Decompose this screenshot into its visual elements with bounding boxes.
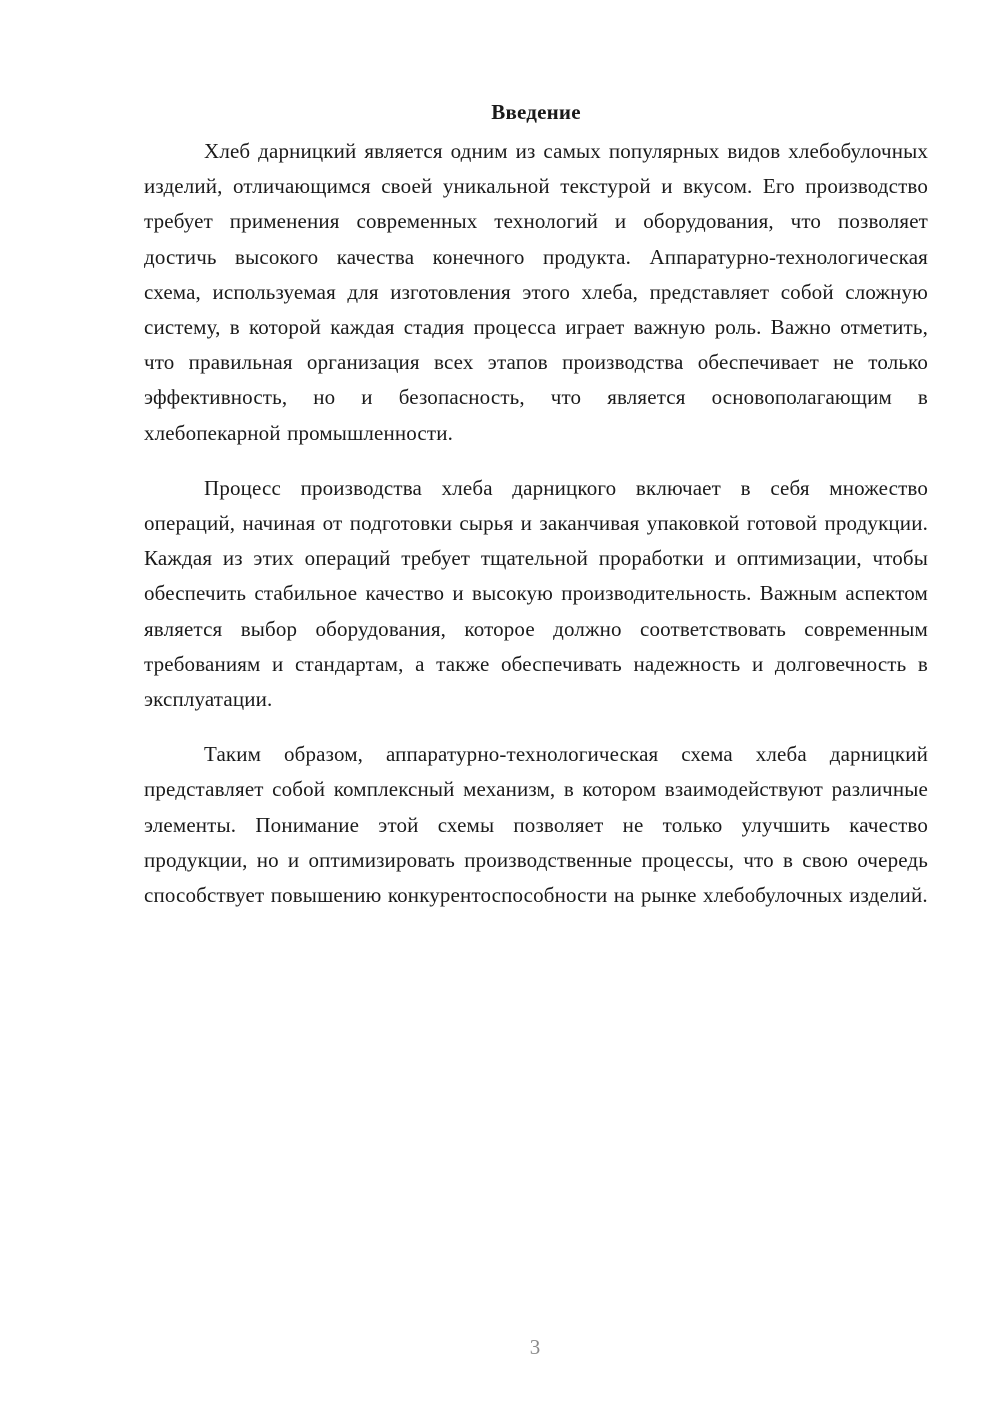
- page-number: 3: [529, 1335, 541, 1359]
- paragraph-3: Таким образом, аппаратурно-технологическая схема хлеба дарницкий представляет собой комплексный механизм, в котором взаимодействуют различные элементы. Понимание этой схемы позволяет не только улучшить качество продукции, но и оптимизировать производственные процессы, что в свою очередь способствует повышению конкурентоспособности на рынке хлебобулочных изделий.: [144, 742, 928, 908]
- paragraph-1: Хлеб дарницкий является одним из самых популярных видов хлебобулочных изделий, отличающимся своей уникальной текстурой и вкусом. Его производство требует применения современных технологий и оборудования, что позволяет достичь высокого качества конечного продукта. Аппаратурно-технологическая схема, используемая для изготовления этого хлеба, представляет собой сложную систему, в которой каждая стадия процесса играет важную роль. Важно отметить, что правильная организация всех этапов производства обеспечивает не только эффективность, но и безопасность, что является основополагающим в хлебопекарной промышленности.: [144, 139, 928, 445]
- paragraph-2: Процесс производства хлеба дарницкого включает в себя множество операций, начиная от подготовки сырья и заканчивая упаковкой готовой продукции. Каждая из этих операций требует тщательной проработки и оптимизации, чтобы обеспечить стабильное качество и высокую производительность. Важным аспектом является выбор оборудования, которое должно соответствовать современным требованиям и стандартам, а также обеспечивать надежность и долговечность в эксплуатации.: [144, 475, 928, 712]
- section-title: Введение: [491, 100, 581, 124]
- document-body: [144, 96, 928, 933]
